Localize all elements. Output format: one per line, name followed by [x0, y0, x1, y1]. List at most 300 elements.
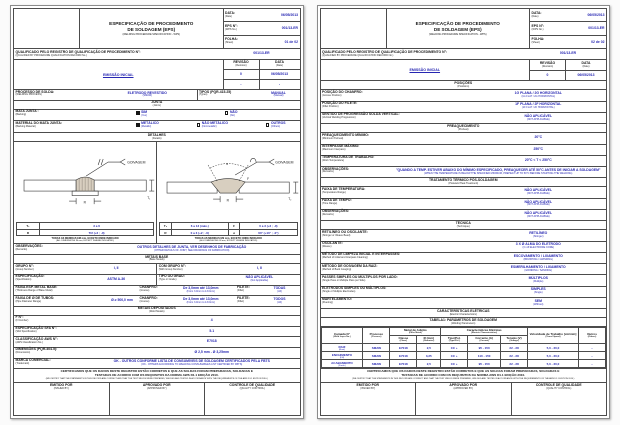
col-tensao: Tensão (V) [506, 335, 522, 340]
sheet-value: 02 de 02 [591, 39, 605, 44]
groove-position-row [321, 90, 607, 101]
value: 0 [546, 72, 549, 77]
value: MÚLTIPLOS [528, 276, 548, 281]
checkbox-outros-unchecked[interactable] [266, 123, 270, 127]
option-sub: (Metallic) [141, 125, 152, 129]
specification-field [14, 275, 157, 285]
cell-camada-sub: (Fill) [339, 356, 345, 359]
qualified-by-labels [321, 50, 531, 58]
form-title [80, 9, 224, 48]
col-outros: Outros [587, 331, 597, 336]
title-line2: DE SOLDAGEM (EPS) [127, 27, 176, 32]
cell-camada: ENCHIMENTO [331, 352, 353, 357]
label: PASSES SIMPLES OU MÚLTIPLOS POR LADO: [322, 274, 398, 279]
dim-f-label: F [247, 177, 250, 182]
table-row-raiz [321, 344, 606, 352]
page-1 [10, 5, 304, 419]
section-sub: (Base Metals) [149, 258, 165, 262]
form-header [14, 9, 300, 49]
cell-tipo-pol: CC + [441, 344, 468, 352]
date-sublabel: (Date) [225, 14, 232, 18]
dim-label: F [228, 223, 239, 230]
material-options [122, 121, 300, 132]
dim-label: α [228, 229, 239, 236]
sublabel: (Pipe Diameter Range) [15, 299, 42, 303]
sublabel: (Remarks) [322, 170, 334, 174]
cell-velocidade: 5,0 - 20,0 [528, 344, 579, 352]
pipe-diameter-row [14, 296, 300, 307]
section-title: DETALHES [147, 132, 166, 137]
label: APROVADO POR [449, 382, 478, 387]
value-sub: (Stringer) [533, 235, 544, 239]
col-corrente-sub: (Current) [479, 340, 489, 343]
col-velocidade-sub: (Travel Speed) [545, 336, 561, 339]
pqr-number [224, 52, 300, 56]
min-preheat-row [321, 133, 607, 144]
label: FILETE: [237, 285, 250, 290]
col-tipo-pol-sub: (Type/Pol.) [448, 340, 460, 343]
section-title: METAIS DEPOSITADOS [137, 306, 176, 311]
gouging-label: GOIVAGEM [127, 160, 146, 165]
value-sub: (All) [277, 289, 282, 293]
labels [14, 244, 84, 254]
dimension-table-vgroove [159, 222, 297, 236]
sublabel: (ISSUED BY) [53, 386, 69, 390]
value: - [240, 81, 242, 86]
section-sub: (Positions) [457, 84, 470, 88]
thickness-range-row [14, 286, 300, 297]
label: REVISÃO [539, 60, 556, 65]
option-label: NÃO [229, 109, 238, 114]
section-title: JUNTA [151, 100, 163, 105]
label: COM GRUPO N°: [158, 263, 186, 268]
label: QUALIFICADO PELO REGISTRO DE QUALIFICAÇÃO DE PROCEDIMENTO N°: [15, 49, 141, 54]
cell-tensao: 22 - 28 [501, 344, 528, 352]
value: 20°C [534, 135, 543, 140]
sublabel: (Group Number) [15, 267, 34, 271]
value: 1G PLANA / 2G HORIZONTAL [514, 91, 562, 96]
sublabel: (Method of Back Gouging) [322, 267, 352, 271]
logo-box [14, 9, 80, 48]
sublabel: (Specification) [15, 278, 32, 282]
sublabel: (Backing) [15, 113, 27, 117]
checkbox-sim-checked[interactable] [136, 111, 140, 115]
value: 5.1 [209, 328, 215, 333]
dim-label: R [160, 229, 171, 236]
pwht-remarks-row [321, 210, 607, 221]
section-sub: (Electric Characteristics) [449, 312, 477, 316]
value: OK - OUTROS CONFORME LISTA DE CONSUMÍVEIS DE SOLDAGEM CERTIFICADOS PELA FBTS [113, 359, 270, 364]
section-sub: (Technique) [456, 224, 470, 228]
sheet-number-field [224, 36, 300, 48]
value-sub: (Single) [533, 291, 543, 295]
label: MÉTODO DE LIMPEZA INICIAL E INTERPASSES: [322, 252, 401, 257]
sublabel: (Remarks) [322, 213, 334, 217]
cell-outros: -- [578, 344, 605, 352]
col-diametro-sub: (Diameter) [423, 340, 435, 343]
eps-value: 001/13-ER [281, 26, 298, 31]
group-number-row [14, 264, 300, 275]
col-metal-adicao-sub: (Filler Metal) [408, 332, 422, 335]
cell-tensao: 22 - 28 [501, 360, 528, 368]
dimension-table-backing [16, 222, 154, 236]
signature-footer [321, 383, 607, 415]
eps-number-field [224, 22, 300, 35]
dim-label: T₁ [17, 223, 40, 230]
sheet-number-field [530, 36, 606, 48]
value: 20°C < T < 250°C [524, 157, 552, 162]
sublabel: (F Number) [15, 319, 29, 323]
cell-diametro: 2,5 [417, 344, 441, 352]
types-labels [198, 90, 258, 100]
cell-diametro: 3,25 [417, 352, 441, 360]
label: ELETRODOS SIMPLES OU MÚLTIPLOS: [322, 286, 387, 291]
value: 001/13-ER [253, 51, 270, 56]
label: OSCILANTE: [322, 241, 343, 246]
cell-processo: SMAW [363, 344, 390, 352]
title-line1: ESPECIFICAÇÃO DE PROCEDIMENTO [109, 21, 194, 27]
label: MATA JUNTA : [15, 109, 39, 114]
date-value: 06/05/2013 [281, 13, 298, 18]
label: EMITIDO POR [50, 382, 73, 387]
header-fields [224, 9, 300, 48]
date-value: 06/05/2013 [587, 13, 605, 18]
label: MÉTODO DE GOIVAGEM DA RAIZ: [322, 263, 378, 268]
value: ESCOVAMENTO / LIXAMENTO [513, 253, 563, 258]
eps-sublabel: (WPS No.) [531, 28, 544, 32]
cell-classe: E7018 [390, 344, 417, 352]
cell-camada: RAIZ [338, 344, 346, 349]
sublabel: (QUALIFIED BY PROCEDURE QUALIFICATION RECORD No.) [15, 53, 87, 57]
form-title [387, 9, 531, 48]
label: TIPOS (PQR-415.25) [199, 89, 232, 94]
sublabel: (WELDING PROCESS) [15, 93, 42, 97]
value: ASTM A-36 [107, 276, 126, 281]
option-sub: (Nonmetallic) [201, 125, 217, 129]
value: I, II [257, 266, 262, 271]
welding-process-row [14, 90, 300, 101]
value: 0 [240, 71, 242, 76]
col-metal-adicao: Metal de Adição [403, 327, 427, 332]
title-line1: ESPECIFICAÇÃO DE PROCEDIMENTO [415, 21, 500, 27]
title-line2: DE SOLDAGEM (EPS) [433, 27, 482, 32]
labels [14, 90, 98, 100]
value-sub: (From 3.0mm to 13.0mm) [186, 300, 215, 304]
value: ESMERILHAMENTO / LIXAMENTO [510, 264, 566, 269]
sublabel: (Types) [199, 93, 208, 97]
cell-tensao: 22 - 28 [501, 352, 528, 360]
value: Ø 2,5 mm - Ø 3,25mm [194, 349, 229, 354]
sublabel: (Single Pass or Multiple Pass per Side) [322, 278, 366, 282]
value: MANUAL [271, 90, 286, 95]
dimensions-row [14, 348, 300, 359]
dim-r-label: R [226, 198, 230, 203]
quality-control-box [205, 383, 300, 415]
dim-t2-label: T₂ [288, 197, 292, 202]
col-processo-sub: (Process) [371, 336, 382, 339]
label: OBSERVAÇÕES: [322, 209, 350, 214]
section-preaquecimento [321, 124, 607, 133]
cell-outros: -- [578, 360, 605, 368]
form-header [321, 9, 607, 49]
revision-row [224, 80, 300, 89]
label: GRUPO N°: [15, 263, 34, 268]
section-sub: (Preheat) [458, 127, 469, 131]
value: OUTROS DETALHES DE JUNTA, VER DESENHOS DE FABRICAÇÃO [137, 244, 247, 249]
dimensions-note [157, 237, 299, 243]
checkbox-nao-metalico-unchecked[interactable] [197, 123, 201, 127]
value-sub: (1F FLAT / 2F HORIZONTAL) [521, 106, 555, 110]
label: MATERIAL DO MATA JUNTA: [15, 120, 62, 125]
section-title: CARACTERÍSTICAS ELÉTRICAS [436, 308, 490, 313]
value-sub: (All) [277, 300, 282, 304]
value-sub: (NOT APPLICABLE) [526, 117, 550, 121]
checkbox-nao-unchecked[interactable] [225, 111, 229, 115]
value: E7018 [206, 339, 217, 344]
cert-sub: (WE CERTIFY THAT THE STATEMENTS IN THIS RECORD ARE CORRECT AND THAT THE TEST WELDS WERE PREPARED, WELDED AND TESTED IN ACCORDANCE WITH THE REQUIREMENTS OF THE AWS D1.1 EDITION 2010.) [45, 378, 268, 381]
section-title: TÉCNICA [455, 220, 471, 225]
value-sub: (Manual) [273, 94, 284, 98]
table-title [321, 318, 607, 327]
sublabel: (QUALITY CONTROL) [239, 386, 265, 390]
value: NÃO APLICÁVEL [524, 199, 553, 204]
section-title: TABELA1: PARÂMETROS DE SOLDAGEM [429, 317, 497, 322]
label: CHANFRO: [139, 285, 158, 290]
certification-block [14, 369, 300, 383]
sublabel: (Date) [276, 64, 283, 68]
spacer [106, 286, 138, 296]
label: FAIXA ESP. METAL BASE: [15, 285, 58, 290]
value: EMISSÃO INICIAL [409, 68, 441, 73]
col-caract-eletricas: Características Elétricas [466, 327, 502, 332]
label: SENTIDO DE PROGRESSÃO SOLDA VERTICAL: [322, 112, 400, 117]
pqr-number [530, 52, 606, 56]
label: TIPO OU GRAU: [158, 274, 185, 279]
value-sub: (OTHER DETAILS OF JOINT, SEE DRAWINGS OF FABRICATION) [154, 248, 230, 252]
trademark-row [14, 359, 300, 370]
label: OBSERVAÇÕES: [15, 243, 43, 248]
section-sub: (Weld Metals) [149, 310, 165, 314]
joint-panel-vgroove [157, 142, 299, 243]
cert-line1: CERTIFICAMOS QUE OS DADOS DESTE REGISTRO ESTÃO CORRETOS E QUE AS SOLDAS FORAM PREPARADAS, SOLDADAS E [60, 369, 253, 374]
dim-value: 0 a 3 (+2 ; -0) [240, 223, 297, 230]
revision-block [321, 60, 607, 81]
label: ESPECIFICAÇÃO: [15, 274, 45, 279]
section-title: POSIÇÕES [454, 80, 473, 85]
section-sub: (Joints) [152, 104, 161, 108]
sfa-specification-row [14, 327, 300, 338]
cleaning-method-row [321, 253, 607, 264]
revision-row [224, 70, 300, 80]
approved-by-box [416, 383, 512, 415]
revision-block [14, 60, 300, 90]
col-processo: Processo [369, 331, 384, 336]
cell-velocidade: 5,0 - 20,0 [528, 360, 579, 368]
cell-diametro: 2,5 [417, 360, 441, 368]
issued-by-box [321, 383, 417, 415]
backing-options [122, 110, 300, 121]
label: DATA [275, 60, 284, 65]
sublabel: (Method of Initial and Interpass Cleaning) [322, 256, 368, 260]
eps-value: 001/13-ER [588, 26, 605, 31]
col-camada: Camada N° [334, 331, 350, 336]
sublabel: (AWS Classification No.) [15, 340, 43, 344]
qualified-by-labels [14, 50, 224, 58]
option-outros [266, 122, 286, 131]
sheet-label: FOLHA: [225, 37, 238, 42]
quality-control-box [512, 383, 607, 415]
value: - [278, 81, 281, 86]
option-sub: (Yes) [141, 113, 147, 117]
note-sub: (ALL DIMENSIONS IN mm, EXCEPT WHERE INDICATED) [56, 240, 114, 243]
option-metalico [136, 122, 159, 131]
value: ELETRODO REVESTIDO [127, 90, 167, 95]
section-detalhes [14, 133, 300, 142]
eps-label: EPS N°: [531, 24, 545, 29]
signature-footer [14, 383, 300, 415]
table-row-enchimento [321, 352, 606, 360]
option-nao-metalico [197, 122, 228, 131]
sublabel: (QUALIFIED BY PROCEDURE QUALIFICATION RECORD No.) [322, 53, 394, 57]
col-camada-sub: (Weld Layer No.) [333, 336, 351, 339]
label: POSIÇÃO DO FILETE: [322, 101, 358, 106]
qualified-by-row [14, 49, 300, 60]
label: PREAQUECIMENTO MÍNIMO: [322, 132, 370, 137]
sublabel: (QUALITY CONTROL) [546, 386, 572, 390]
label: PROCESSO DE SOLDA: [15, 89, 55, 94]
value: TODOS [273, 296, 286, 301]
label: FAIXA DE TEMPERATURA: [322, 186, 366, 191]
backing-material-row [14, 121, 300, 133]
value: NÃO APLICÁVEL [245, 275, 274, 280]
option-sim [136, 111, 147, 120]
value-sub: (OK - OTHERS ACCORDING TO WELDING CONSUMABLES LIST CERTIFIED BY FBTS) [141, 363, 243, 367]
value-sub: (NOT APPLICABLE) [526, 192, 550, 196]
label: INTERPASSE MÁXIMO: [322, 144, 360, 149]
welding-parameters-table [321, 327, 607, 368]
value-sub: (From 3.0mm to 13.0mm) [186, 289, 215, 293]
value-sub: (GRINDING / SANDING) [524, 268, 553, 272]
label: ESPECIFICAÇÃO SFA N°: [15, 326, 57, 331]
approved-by-box [110, 383, 206, 415]
label: FAIXA DE TEMPO: [322, 198, 352, 203]
label: CONTROLE DE QUALIDADE [229, 382, 276, 387]
electrodes-row [321, 287, 607, 298]
cert-line2: TESTADAS DE ACORDO COM OS REQUISITOS DA NORMA AWS D1.1 EDIÇÃO 2010. [401, 373, 526, 378]
value: SEM [534, 298, 542, 303]
labels [14, 110, 122, 121]
gouging-label: GOIVAGEM [275, 160, 294, 165]
section-posicoes [321, 81, 607, 90]
remarks-value [84, 244, 300, 254]
section-sub: (Details) [152, 136, 162, 140]
back-gouging-row [321, 264, 607, 275]
section-sub: (Postweld Heat Treatment) [448, 181, 479, 185]
type-grade-field [157, 275, 299, 285]
option-label: SIM [141, 109, 148, 114]
dimensions-note [14, 237, 156, 243]
note-main: TODAS AS MEDIDAS EM mm, EXCETO ONDE INDICADO [194, 237, 262, 241]
cert-line2: TESTADAS DE ACORDO COM OS REQUISITOS DA NORMA AWS D1.1 EDIÇÃO 2010. [94, 373, 219, 378]
value-sub: (3 x Ø ELECTRODE CORE) [522, 246, 555, 250]
label: FILETE: [237, 295, 250, 300]
page-2 [317, 5, 611, 419]
section-caracteristicas-eletricas [321, 309, 607, 318]
sublabel: (Trademark) [15, 362, 30, 366]
value: 06/05/2013 [577, 72, 595, 77]
process-value [98, 90, 198, 100]
option-sub: (No) [229, 113, 235, 117]
checkbox-metalico-checked[interactable] [136, 123, 140, 127]
sublabel: (SFA Specification) [15, 330, 37, 334]
sheet-label: FOLHA: [531, 37, 545, 42]
revision-row [530, 71, 606, 81]
sublabel: (Temperature Range) [322, 190, 346, 194]
labels [14, 121, 122, 132]
sublabel: (ISSUED BY) [360, 386, 376, 390]
eps-label: EPS N°: [225, 24, 238, 29]
label: EMITIDO POR [356, 382, 379, 387]
value-sub: (NOT APPLICABLE) [526, 203, 550, 207]
sublabel: (Peening) [322, 301, 333, 305]
dim-alpha-label: α [226, 162, 229, 167]
value: 4 [210, 317, 213, 322]
header-fields [530, 9, 606, 48]
date-field [224, 9, 300, 22]
value: NÃO APLICÁVEL [524, 113, 553, 118]
option-sub: (Others) [270, 125, 281, 129]
label: MARCA COMERCIAL: [15, 358, 51, 363]
dim-value: 3 a 6 [39, 223, 153, 230]
label: TEMPERATURA DE TRABALHO: [322, 155, 375, 160]
cell-corrente: 95 - 150 [468, 360, 501, 368]
value-sub: (SMAW) [142, 94, 152, 98]
initial-issue [14, 60, 224, 89]
sublabel: (Type or Grade) [158, 278, 177, 282]
sublabel: (Minimum Preheat) [322, 136, 344, 140]
value: I, II [113, 266, 119, 271]
sublabel: (Single or Multiple Electrodes) [322, 290, 356, 294]
note-sub: (ALL DIMENSIONS IN mm, EXCEPT WHERE INDICATED) [199, 240, 258, 243]
sublabel: (Fillet) [237, 299, 244, 303]
col-tipo-pol: Tipo/Pol. [447, 335, 461, 340]
revision-table [224, 60, 300, 89]
stringer-weave-row [321, 230, 607, 241]
sublabel: (Time Range) [322, 202, 338, 206]
value: RETILÍNEO [529, 231, 548, 236]
section-junta [14, 101, 300, 110]
types-value [258, 90, 300, 100]
value-sub: (Multiple) [533, 280, 544, 284]
col-caract-eletricas-sub: (Electric Characteristics) [471, 332, 498, 335]
value: EMISSÃO INICIAL [102, 72, 134, 77]
section-title: TRATAMENTO TÉRMICO PÓS-SOLDAGEM [428, 177, 498, 182]
certification-block [321, 368, 607, 383]
cell-camada: ACABAMENTO [331, 360, 353, 365]
value-sub: (1G FLAT / 2G HORIZONTAL) [521, 95, 556, 99]
date-label: DATA: [225, 10, 236, 15]
label: POSIÇÃO DO CHANFRO: [322, 89, 363, 94]
with-group-field [157, 264, 299, 274]
value-sub: (BRUSHING / GRINDING) [523, 257, 553, 261]
sublabel: (Vertical Welding Progression) [322, 116, 356, 120]
peening-row [321, 298, 607, 309]
cert-line1: CERTIFICAMOS QUE OS DADOS DESTE REGISTRO ESTÃO CORRETOS E QUE AS SOLDAS FORAM PREPARADAS, SOLDADAS E [367, 369, 560, 374]
dim-label: R [17, 229, 40, 236]
cell-tipo-pol: CC + [441, 360, 468, 368]
value: De 3,0mm até 13,0mm [183, 286, 219, 291]
cert-sub: (WE CERTIFY THAT THE STATEMENTS IN THIS RECORD ARE CORRECT AND THAT THE TEST WELDS WERE PREPARED, WELDED AND TESTED IN ACCORDANCE WITH THE REQUIREMENTS OF THE AWS D1.1 EDITION 2010.) [352, 378, 575, 381]
